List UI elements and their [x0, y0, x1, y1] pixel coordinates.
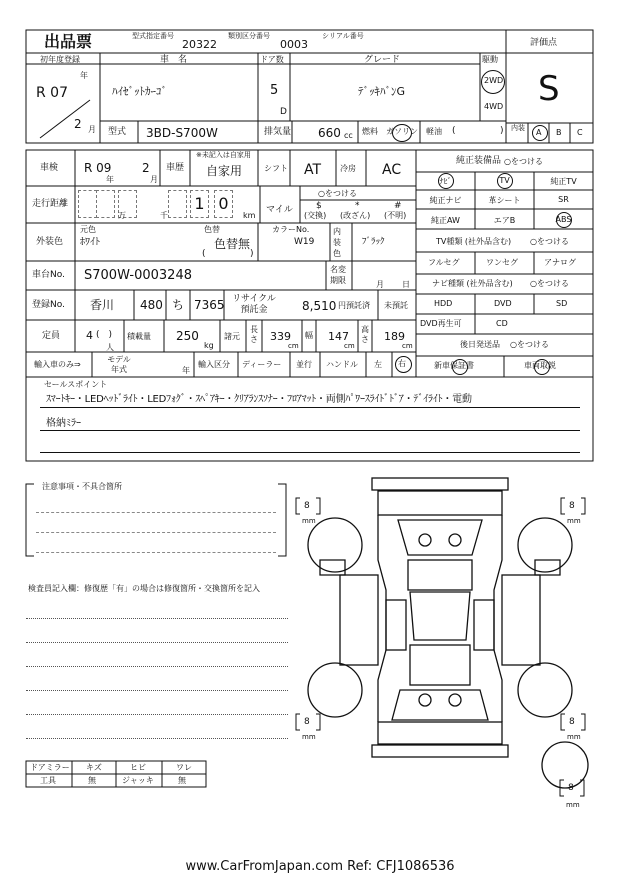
model-year-label: モデル年式	[107, 355, 131, 374]
inspector-line-1	[26, 618, 288, 619]
name-change-month: 月	[376, 280, 384, 289]
inspection-month: 2	[142, 161, 150, 175]
navi-cd: CD	[496, 319, 508, 328]
navi-dvd: DVD	[494, 299, 512, 308]
fuel-paren-close: )	[500, 126, 504, 136]
interior-label: 内装	[511, 124, 525, 132]
recycle-amount: 8,510	[302, 299, 337, 313]
cc-unit: cc	[344, 131, 353, 140]
model-cert-label: 型式指定番号	[132, 32, 174, 40]
tv-fullseg: フルセグ	[428, 258, 460, 267]
import-label: 輸入車のみ⇒	[34, 360, 81, 369]
width-label: 幅	[305, 331, 313, 340]
doors-value: 5	[270, 83, 279, 98]
tire-rear-right-depth: 8	[569, 717, 575, 727]
ac-label: 冷房	[340, 164, 356, 173]
legend-tools: 工具	[40, 776, 56, 785]
first-reg-month: 2	[74, 117, 82, 131]
load-value: 250	[176, 329, 199, 343]
tv-analog: アナログ	[544, 258, 576, 267]
mileage-sen: 千	[160, 211, 168, 220]
capacity-label: 定員	[42, 331, 61, 341]
form-title: 出品票	[44, 32, 93, 51]
exchange-dollar: $	[316, 201, 322, 211]
chassis-label: 車台No.	[32, 270, 65, 280]
serial-label: シリアル番号	[322, 32, 364, 40]
grade-value: ﾃﾞｯｷﾊﾞﾝG	[358, 85, 406, 98]
color-no-label: カラーNo.	[272, 225, 310, 234]
car-name-label: 車 名	[160, 55, 188, 65]
inspection-month-unit: 月	[150, 175, 158, 184]
width-value: 147	[328, 330, 349, 343]
inspection-year-unit: 年	[106, 175, 114, 184]
orig-color: ﾎﾜｲﾄ	[80, 237, 100, 248]
model-value: 3BD-S700W	[146, 126, 218, 140]
interior-c: C	[577, 128, 583, 137]
altered-mark: *	[355, 201, 360, 211]
caution-line-3	[36, 552, 276, 553]
tv-oneseg: ワンセグ	[486, 258, 518, 267]
mile-label: マイル	[266, 205, 293, 215]
legend-scratch: キズ	[86, 763, 102, 772]
color-paren-close: )	[250, 249, 254, 259]
legend-tools-value: 無	[88, 776, 96, 785]
later-note: ○をつける	[510, 340, 549, 349]
inspector-line-3	[26, 666, 288, 667]
legend-jack: ジャッキ	[122, 776, 154, 785]
handle-right: 右	[398, 359, 406, 368]
navi-title: ナビ種類 (社外品含む)	[432, 279, 513, 288]
equipment-item: ABS	[555, 215, 572, 224]
drive-2wd: 2WD	[484, 76, 504, 85]
tire-front-left-mm: mm	[302, 517, 316, 525]
color-change-label: 色替	[204, 225, 220, 234]
displacement-value: 660	[318, 126, 341, 140]
mileage-digit: 0	[214, 190, 233, 218]
score-label: 評価点	[530, 38, 558, 48]
import-type-label: 輸入区分	[198, 360, 230, 369]
inspection-year: R 09	[84, 161, 112, 175]
mileage-digit: 1	[190, 190, 209, 218]
height-value: 189	[384, 330, 405, 343]
first-reg-month-unit: 月	[88, 125, 96, 134]
inspector-line-2	[26, 642, 288, 643]
interior-color-label: 内装色	[333, 227, 341, 258]
equipment-item: エアB	[493, 216, 516, 225]
model-year-unit: 年	[182, 366, 190, 375]
caution-line-2	[36, 532, 276, 533]
person-unit: 人	[106, 343, 114, 352]
later-manual: 車両取説	[524, 361, 556, 370]
shift-label: シフト	[264, 164, 288, 173]
class-number: 0003	[280, 38, 308, 51]
length-label: 長さ	[250, 325, 258, 344]
grade-label: グレード	[364, 55, 401, 65]
tire-spare-depth: 8	[568, 783, 574, 793]
navi-dvd-play: DVD再生可	[420, 319, 462, 328]
equipment-item: 純正ナビ	[429, 196, 462, 205]
model-cert-number: 20322	[182, 38, 217, 51]
later-warranty: 新車保証書	[434, 361, 474, 370]
reg-kana: ち	[172, 298, 185, 312]
inspector-line-5	[26, 714, 288, 715]
chassis-value: S700W-0003248	[84, 268, 192, 283]
legend-door-mirror: ドアミラー	[30, 763, 70, 772]
reg-class: 480	[140, 298, 163, 312]
mileage-km: km	[243, 211, 256, 220]
mileage-label: 走行距離	[32, 199, 69, 209]
unknown-mark: #	[394, 201, 402, 211]
use-value: 自家用	[206, 164, 243, 178]
drive-label: 駆動	[482, 55, 498, 64]
equipment-item: TV	[499, 176, 510, 185]
width-cm: cm	[344, 342, 355, 350]
model-label: 型式	[108, 127, 127, 137]
reg-label: 登録No.	[32, 300, 65, 310]
doors-label: ドア数	[260, 55, 284, 64]
use-label: 車歴	[166, 163, 185, 173]
reg-area: 香川	[90, 298, 115, 312]
handle-label: ハンドル	[326, 360, 358, 369]
later-title: 後日発送品	[460, 340, 500, 349]
load-kg: kg	[204, 341, 214, 350]
exchange-note: ○をつける	[318, 189, 357, 198]
equipment-item: 純正AW	[431, 216, 460, 225]
displacement-label: 排気量	[264, 127, 292, 137]
equipment-title: 純正装備品	[456, 156, 502, 166]
legend-crack: ヒビ	[130, 763, 146, 772]
import-parallel: 並行	[296, 360, 312, 369]
tire-front-left-depth: 8	[304, 501, 310, 511]
caution-label: 注意事項・不具合箇所	[42, 482, 122, 491]
first-reg-year: R 07	[36, 85, 68, 101]
fuel-label: 燃料	[362, 127, 378, 136]
mileage-man: 万	[118, 211, 126, 220]
load-label: 積載量	[127, 332, 151, 341]
reg-number: 7365	[194, 298, 225, 312]
equipment-item: 革シート	[488, 196, 521, 205]
length-cm: cm	[288, 342, 299, 350]
tire-rear-left-depth: 8	[304, 717, 310, 727]
equipment-item: 純正TV	[550, 177, 577, 186]
drive-4wd: 4WD	[484, 102, 504, 111]
length-value: 339	[270, 330, 291, 343]
sales-label: セールスポイント	[44, 380, 108, 389]
color-no-value: W19	[294, 237, 315, 247]
fuel-paren-open: (	[452, 126, 456, 136]
height-label: 高さ	[361, 325, 369, 344]
unknown-label: (不明)	[384, 211, 407, 220]
first-reg-year-unit: 年	[80, 71, 88, 80]
sales-line-2: 格納ﾐﾗｰ	[46, 418, 81, 429]
import-dealer: ディーラー	[242, 360, 282, 369]
score-value: S	[538, 69, 560, 109]
fuel-gasoline: ガソリン	[386, 127, 418, 136]
car-name: ﾊｲｾﾞｯﾄｶｰｺﾞ	[112, 85, 167, 98]
equipment-note: ○をつける	[504, 157, 543, 166]
color-change-value: 色替無	[214, 237, 251, 251]
inspector-line-6	[26, 738, 288, 739]
name-change-day: 日	[402, 280, 410, 289]
navi-sd: SD	[556, 299, 568, 308]
equipment-item: ﾅﾋﾞ	[439, 177, 452, 186]
exterior-label: 外装色	[36, 237, 64, 247]
use-note: ※未記入は自家用	[196, 151, 251, 159]
legend-jack-value: 無	[178, 776, 186, 785]
navi-note: ○をつける	[530, 279, 569, 288]
footer-ref: www.CarFromJapan.com Ref: CFJ1086536	[185, 859, 455, 874]
shift-value: AT	[304, 162, 322, 178]
legend-break: ワレ	[176, 763, 192, 772]
tire-front-right-mm: mm	[567, 517, 581, 525]
first-reg-label: 初年度登録	[40, 55, 80, 64]
class-label: 類別区分番号	[228, 32, 270, 40]
altered-label: (改ざん)	[340, 211, 371, 220]
tv-title: TV種類 (社外品含む)	[436, 237, 512, 246]
interior-color-value: ﾌﾞﾗｯｸ	[362, 237, 385, 247]
inspection-label: 車検	[40, 163, 59, 173]
door-type: D	[280, 107, 287, 117]
caution-line-1	[36, 512, 276, 513]
height-cm: cm	[402, 342, 413, 350]
recycle-unit: 円預託済	[338, 301, 370, 310]
ac-value: AC	[382, 162, 402, 178]
recycle-none: 未預託	[384, 301, 408, 310]
orig-color-label: 元色	[80, 225, 96, 234]
capacity-paren: ( )	[96, 330, 113, 340]
exchange-label: (交換)	[304, 211, 327, 220]
color-paren-open: (	[202, 249, 206, 259]
tire-front-right-depth: 8	[569, 501, 575, 511]
tire-rear-right-mm: mm	[567, 733, 581, 741]
tire-spare-mm: mm	[566, 801, 580, 809]
tv-note: ○をつける	[530, 237, 569, 246]
navi-hdd: HDD	[434, 299, 453, 308]
inspector-label: 検査員記入欄：修復歴「有」の場合は修復箇所・交換箇所を記入	[28, 584, 260, 593]
sales-line-1: ｽﾏｰﾄｷｰ・LEDﾍｯﾄﾞﾗｲﾄ・LEDﾌｫｸﾞ・ｽﾍﾟｱｷｰ・ｸﾘｱﾗﾝｽｿﾅｰ・ﾌﾛｱﾏｯﾄ・両側ﾊﾟﾜｰｽﾗｲﾄﾞﾄﾞｱ・ﾃﾞｲﾗｲﾄ・電動	[46, 394, 472, 405]
recycle-label: リサイクル預託金	[232, 294, 276, 315]
interior-b: B	[556, 128, 562, 137]
handle-left: 左	[374, 360, 382, 369]
tire-rear-left-mm: mm	[302, 733, 316, 741]
fuel-diesel: 軽油	[426, 127, 442, 136]
interior-a: A	[536, 128, 542, 137]
dims-label: 諸元	[224, 332, 240, 341]
inspector-line-4	[26, 690, 288, 691]
name-change-label: 名変期限	[330, 265, 346, 285]
equipment-item: SR	[558, 195, 569, 204]
capacity-value: 4	[86, 329, 93, 342]
